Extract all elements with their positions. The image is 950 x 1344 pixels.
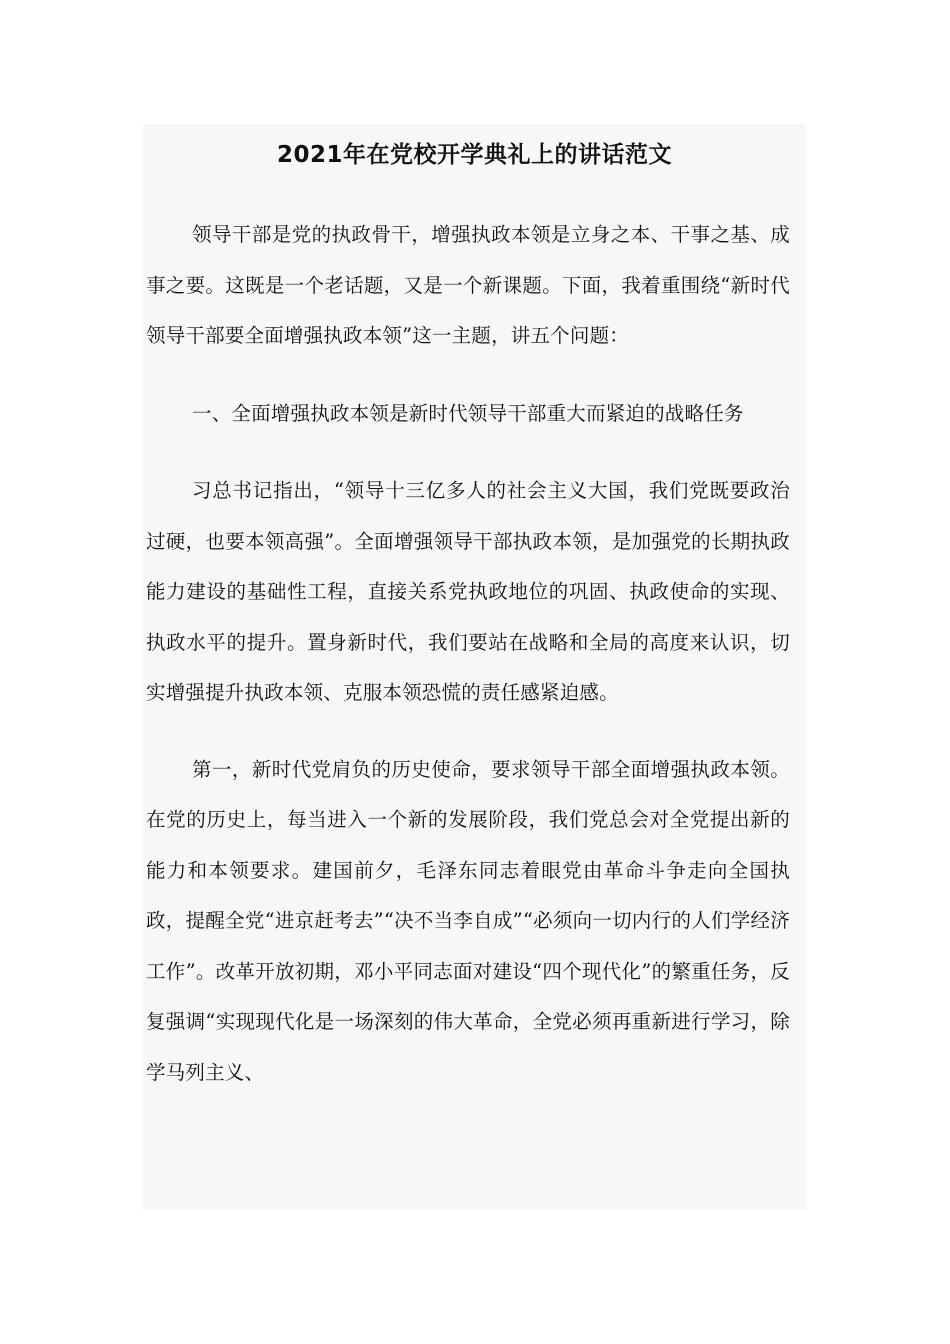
document-body [143, 210, 806, 1098]
document-title: 2021年在党校开学典礼上的讲话范文 [276, 142, 672, 168]
paragraph-first-point: 第一，新时代党肩负的历史使命，要求领导干部全面增强执政本领。在党的历史上，每当进入一个新的发展阶段，我们党总会对全党提出新的能力和本领要求。建国前夕，毛泽东同志着眼党由革命斗争走向全国执政，提醒全党“进京赶考去”“决不当李自成”“必须向一切内行的人们学经济工作”。改革开放初期，邓小平同志面对建设“四个现代化”的繁重任务，反复强调“实现现代化是一场深刻的伟大革命，全党必须再重新进行学习，除学马列主义、 [146, 757, 790, 1084]
paragraph-intro: 领导干部是党的执政骨干，增强执政本领是立身之本、干事之基、成事之要。这既是一个老话题，又是一个新课题。下面，我着重围绕“新时代领导干部要全面增强执政本领”这一主题，讲五个问题： [146, 223, 790, 347]
section-heading-1: 一、全面增强执政本领是新时代领导干部重大而紧迫的战略任务 [192, 401, 744, 425]
document-page [143, 124, 806, 1210]
paragraph-xi-quote: 习总书记指出，“领导十三亿多人的社会主义大国，我们党既要政治过硬，也要本领高强”。全面增强领导干部执政本领，是加强党的长期执政能力建设的基础性工程，直接关系党执政地位的巩固、执政使命的实现、执政水平的提升。置身新时代，我们要站在战略和全局的高度来认识，切实增强提升执政本领、克服本领恐慌的责任感紧迫感。 [146, 479, 790, 704]
